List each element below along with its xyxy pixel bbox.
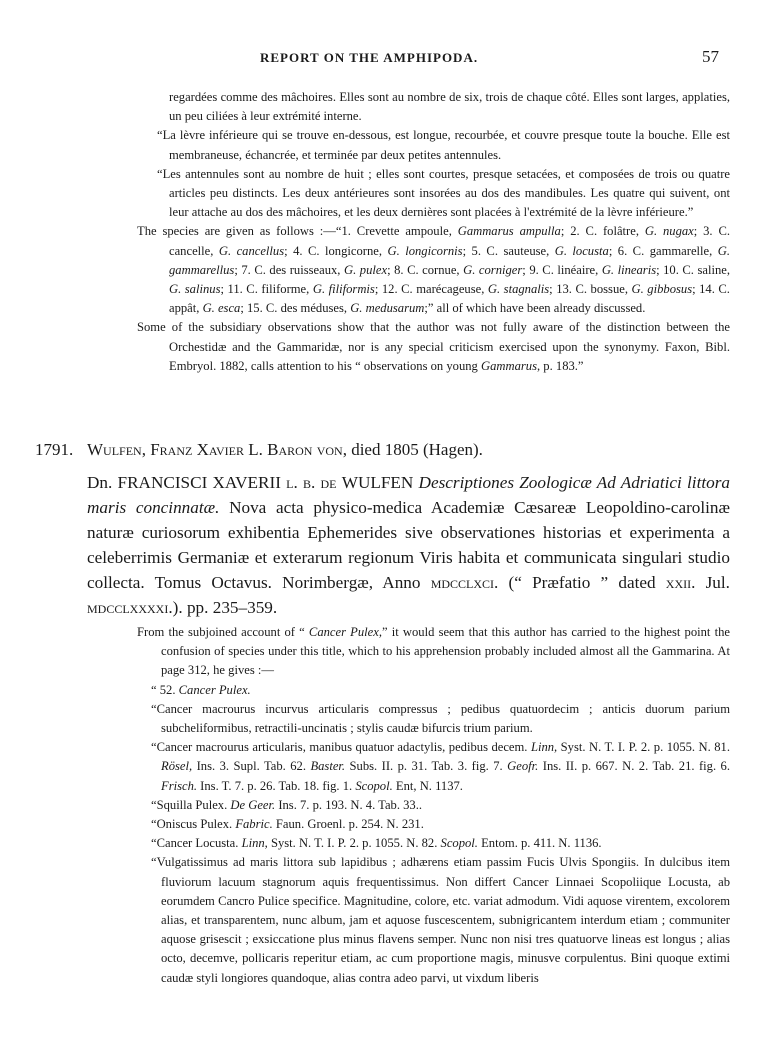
species-scientific-name: G. longicornis (387, 243, 463, 258)
subsidiary-text-a: Some of the subsidiary observations show that the author was not fully aware of the distinction between the Orchestidæ and the Gammaridæ, nor is any special criticism exercised upon the synonymy. Faxon, Bibl. Embryol. 1882, calls attention to his “ observations on young (137, 320, 730, 373)
quote-text: “Oniscus Pulex. (151, 817, 236, 832)
species-scientific-name: G. linearis (601, 262, 657, 277)
notes-italic: Cancer Pulex, (308, 625, 382, 639)
notes-section (137, 623, 730, 988)
title-part: Dn. FRANCISCI XAVERII (87, 473, 287, 492)
species-list-lead: The species are given as follows :—“1. Crevette ampoule, (137, 224, 458, 239)
title-part: l. b. (286, 473, 316, 492)
quote-text: Ins. 3. Supl. Tab. 62. (192, 759, 311, 774)
species-scientific-name: G. locusta (554, 243, 609, 258)
species-list-paragraph (137, 222, 730, 318)
quote-cancer-macrourus-articularis (137, 738, 730, 796)
title-part: de (315, 473, 342, 492)
quote-italic: Geofr. (507, 759, 539, 774)
quote-text: Ins. II. p. 667. N. 2. Tab. 21. fig. 6. (538, 759, 730, 774)
notes-lead-paragraph (137, 623, 730, 681)
species-separator: ; 7. C. des ruisseaux, (234, 262, 344, 277)
species-separator: ; 12. C. marécageuse, (374, 282, 488, 297)
species-separator: ; 9. C. linéaire, (522, 262, 602, 277)
subsidiary-text-b: , p. 183.” (537, 358, 584, 373)
quote-italic: Fabric. (235, 817, 273, 832)
running-title: REPORT ON THE AMPHIPODA. (260, 50, 479, 65)
quote-oniscus-pulex (137, 815, 730, 834)
subsidiary-genus: Gammarus (481, 358, 537, 373)
title-part: WULFEN (341, 473, 419, 492)
species-separator: ; 14. C. appât, (169, 282, 730, 316)
quote-italic: De Geer. (230, 797, 276, 812)
species-separator: ; 8. C. cornue, (387, 262, 464, 277)
title-year: mdcclxci. (430, 573, 499, 592)
quote-vulgatissimus: “Vulgatissimus ad maris littora sub lapidibus ; adhærens etiam passim Fucis Ulvis Spongiis. In dulcibus item fluviorum lacuum stagnorum aquis frequentissimus. Non differt Cancer Linnaei Scopoliique Locusta, ab eorumdem Cancro Pulice specifice. Magnitudine, colore, etc. variat admodum. Vidi aquose virentem, excolorem alias, et transparentem, nunc album, jam et aquose fuscescentem, subnigricantem interdum etiam ; communiter aquose grisescit ; exsiccatione plus minus flavens semper. Nunc non nisi tres quatuorve lineas est longus ; alias octo, decemve, pollicaris reperitur etiam, ac cum proportione magis, minusve corpulentus. Bini quoque extimi caudæ styli longiores quandoque, alias contra adeo parvi, ut vixdum liberis (151, 855, 730, 985)
species-separator: ; 5. C. sauteuse, (462, 243, 555, 258)
species-separator: ; 6. C. gammarelle, (608, 243, 718, 258)
title-italic: Descriptiones Zoologicæ Ad Adriatici littora maris concinnatæ. (87, 473, 730, 517)
quote-text: “Cancer macrourus articularis, manibus quatuor adactylis, pedibus decem. (151, 740, 531, 755)
publication-title-block (87, 470, 730, 620)
quote-italic: Scopol. (355, 778, 393, 793)
species-scientific-name: G. corniger (463, 262, 523, 277)
species-scientific-name: G. stagnalis (487, 282, 550, 297)
species-separator: ; 10. C. saline, (656, 262, 731, 277)
quote-text: Subs. II. p. 31. Tab. 3. fig. 7. (345, 759, 508, 774)
species-separator: ; 11. C. filiforme, (220, 282, 313, 297)
quote-italic: Scopol. (440, 836, 478, 851)
species-scientific-name: G. nugax (644, 224, 694, 239)
entry-author: Wulfen, Franz Xavier L. Baron von, (87, 440, 347, 459)
quote-text: Ins. T. 7. p. 26. Tab. 18. fig. 1. (197, 778, 356, 793)
species-scientific-name: G. esca (202, 301, 241, 316)
quote-text: “ 52. (151, 682, 179, 697)
title-year: mdcclxxxxi. (87, 598, 173, 617)
species-separator: ; 2. C. folâtre, (560, 224, 645, 239)
quote-text: Faun. Groenl. p. 254. N. 231. (272, 817, 424, 832)
quote-cancer-locusta (137, 834, 730, 853)
quote-italic: Linn, (530, 740, 558, 755)
page-number: 57 (702, 47, 719, 66)
species-scientific-name: Gammarus ampulla (457, 224, 561, 239)
quote-italic: Linn, (241, 836, 268, 851)
species-scientific-name: G. pulex (344, 262, 388, 277)
species-separator: ; 3. C. cancelle, (169, 224, 731, 258)
quote-italic: Baster. (310, 759, 346, 774)
title-part: Nova acta physico-medica Academiæ Cæsareæ Leopoldino-carolinæ naturæ curiosorum exhibentia Ephemerides sive observationes historias et experimenta a celeberrimis Germaniæ et exterarum regionum Viris habita et communicata singulari studio collecta. Tomus Octavus. Norimbergæ, Anno (87, 498, 730, 592)
quote-cancer-macrourus-incurvus: “Cancer macrourus incurvus articularis compressus ; pedibus quatuordecim ; anticis duorum parium subcheliformibus, retractili-uncinatis ; stylis caudæ bifurcis trium parium. (151, 701, 730, 736)
notes-text: From the subjoined account of “ (137, 625, 309, 639)
species-separator: ; 4. C. longicorne, (284, 243, 388, 258)
quote-text: Entom. p. 411. N. 1136. (477, 836, 602, 851)
entry-author-note: died 1805 (Hagen). (346, 440, 483, 459)
quote-text: “Squilla Pulex. (151, 797, 231, 812)
quote-text: “Cancer Locusta. (151, 836, 242, 851)
species-scientific-name: G. cancellus (218, 243, 285, 258)
title-part: Jul. (695, 573, 730, 592)
intro-paragraph-antennules: “Les antennules sont au nombre de huit ; elles sont courtes, presque setacées, et composées de trois ou quatre articles peu distincts. Les deux antérieures sont insorées au dos des mandibules. Les quatre qui suivent, ont leur attache au dos des mâchoires, et les deux dernières sont placées à l'extrémité de la lèvre inférieure.” (157, 166, 730, 220)
species-scientific-name: G. gammarellus (169, 243, 730, 277)
title-part: (“ Præfatio ” dated (498, 573, 666, 592)
species-separator: ; 13. C. bossue, (549, 282, 632, 297)
intro-paragraph-mouthparts: regardées comme des mâchoires. Elles sont au nombre de six, trois de chaque côté. Elles sont larges, applaties, un peu ciliées à leur extrémité interne. (169, 90, 730, 124)
bibliography-entry-heading (35, 440, 735, 460)
quote-italic: Rösel, (161, 759, 193, 774)
quote-squilla-pulex (137, 796, 730, 815)
species-scientific-name: G. filiformis (312, 282, 375, 297)
species-scientific-name: G. medusarum (350, 301, 425, 316)
species-separator: ; 15. C. des méduses, (240, 301, 351, 316)
quote-text: Syst. N. T. I. P. 2. p. 1055. N. 82. (267, 836, 441, 851)
quote-italic: Frisch. (161, 778, 198, 793)
title-part: ). pp. 235–359. (172, 598, 278, 617)
species-separator: ;” all of which have been already discussed. (424, 301, 646, 316)
quote-line-52 (137, 681, 730, 700)
species-scientific-name: G. salinus (169, 282, 221, 297)
notes-text: ” it would seem that this author has carried to the highest point the confusion of species under this title, which to his apprehension probably included almost all the Gammarina. At page 312, he gives :— (161, 625, 730, 678)
quote-text: Ins. 7. p. 193. N. 4. Tab. 33.. (275, 797, 423, 812)
species-scientific-name: G. gibbosus (631, 282, 693, 297)
title-date: xxii. (665, 573, 696, 592)
quote-italic: Cancer Pulex. (178, 682, 251, 697)
entry-number: 1791. (35, 440, 74, 459)
quote-text: Syst. N. T. I. P. 2. p. 1055. N. 81. (557, 740, 730, 755)
quote-text: Ent, N. 1137. (392, 778, 463, 793)
intro-section (137, 88, 730, 376)
intro-paragraph-lower-lip: “La lèvre inférieure qui se trouve en-dessous, est longue, recourbée, et couvre presque toute la bouche. Elle est membraneuse, échancrée, et terminée par deux petites antennules. (157, 128, 730, 162)
page-header (0, 47, 776, 70)
subsidiary-observations-paragraph (137, 318, 730, 376)
